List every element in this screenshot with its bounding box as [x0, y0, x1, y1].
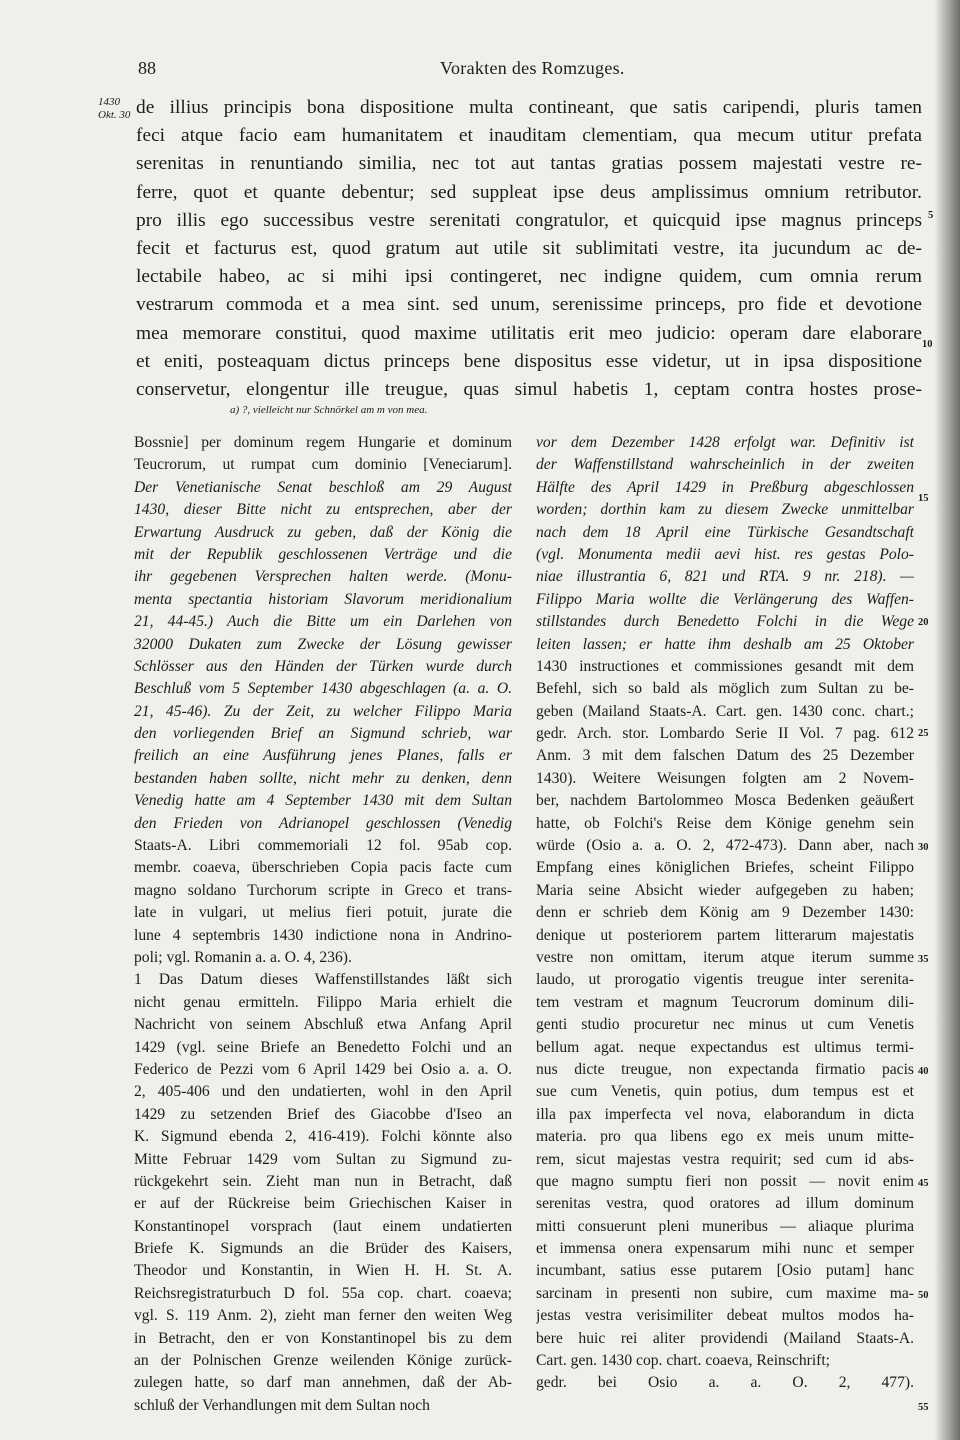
- footnote-line: geben (Mailand Staats-A. Cart. gen. 1430 conc. chart.;: [536, 702, 914, 720]
- footnote-column-left: [134, 432, 512, 1417]
- footnote-line: Nachricht von seinem Abschluß etwa Anfang April: [134, 1016, 512, 1034]
- text-line: fecit et facturus est, quod gratum aut utile sit sublimitati vestre, ita jucundum ac de-: [136, 237, 922, 259]
- footnote-line: Konstantinopel vorsprach (laut einem undatierten: [134, 1217, 512, 1235]
- footnote-line: vgl. S. 119 Anm. 2), zieht man ferner den weiten Weg: [134, 1307, 512, 1325]
- footnote-line: Beschluß vom 5 September 1430 abgeschlagen (a. a. O.: [134, 680, 512, 698]
- footnote-line: Empfang eines königlichen Briefes, scheint Filippo: [536, 859, 914, 877]
- footnote-line: nach dem 18 April eine Türkische Gesandtschaft: [536, 523, 914, 541]
- footnote-line: ihr gegebenen Versprechen halten werde. (Monu-: [134, 568, 512, 586]
- footnote-line: jestas vestra verisimiliter debeat multos modos ha-: [536, 1307, 914, 1325]
- footnote-line: bellum agat. neque expectandus est ultimus termi-: [536, 1038, 914, 1056]
- footnote-line: bere huic rei aliter providendi (Mailand Staats-A.: [536, 1329, 914, 1347]
- line-number: 50: [918, 1290, 929, 1301]
- running-title: Vorakten des Romzuges.: [440, 58, 625, 78]
- footnote-line: membr. coaeva, überschrieben Copia pacis facte cum: [134, 859, 512, 877]
- footnote-line: an der Polnischen Grenze weilenden Könige zurück-: [134, 1352, 512, 1370]
- footnote-line: Cart. gen. 1430 cop. chart. coaeva, Reinschrift;: [536, 1352, 831, 1370]
- date-day: Okt. 30: [98, 109, 131, 121]
- footnote-line: denn er schrieb dem König am 9 Dezember 1430:: [536, 904, 914, 922]
- footnote-line: sue cum Venetis, quin potius, dum tempus est et: [536, 1083, 914, 1101]
- footnote-line: materia. pro qua libens ego ex meis unum mitte-: [536, 1128, 914, 1146]
- footnote-line: K. Sigmund ebenda 2, 416-419). Folchi könnte also: [134, 1128, 512, 1146]
- footnote-line: ber, nachdem Bartolommeo Mosca Bedenken geäußert: [536, 792, 914, 810]
- footnote-line: 2, 405-406 und den undatierten, wohl in den April: [134, 1083, 512, 1101]
- footnote-line: freilich an eine Ausführung jenes Planes, falls er: [134, 747, 512, 765]
- footnote-line: 1 Das Datum dieses Waffenstillstandes läßt sich: [134, 971, 512, 989]
- footnote-line: Schlösser aus den Händen der Türken wurde durch: [134, 657, 512, 675]
- footnote-line: Teucrorum, ut rumpat cum dominio [Veneciarum].: [134, 456, 512, 474]
- footnote-line: vor dem Dezember 1428 erfolgt war. Definitiv ist: [536, 434, 914, 451]
- text-line: ferre, quot et quante debentur; sed suppleat ipse deus amplissimus omnium retributor.: [136, 181, 922, 203]
- footnote-line: late in vulgari, ut melius fieri potuit, jurate die: [134, 904, 512, 922]
- footnote-line: Maria seine Absicht wieder aufgegeben zu haben;: [536, 881, 914, 899]
- line-number: 35: [918, 954, 929, 965]
- footnote-line: Erwartung Ausdruck zu geben, daß der König die: [134, 523, 512, 541]
- footnote-line: gedr. bei Osio a. a. O. 2, 477).: [536, 1374, 914, 1392]
- line-number: 10: [922, 339, 933, 350]
- footnote-column-right: [536, 432, 914, 1395]
- footnote-line: serenitas vestra, quod oratores ad illum dominum: [536, 1195, 914, 1213]
- text-line: serenitas in renuntiando similia, nec tot aut tantas gratias possem majestati vestre re-: [136, 153, 922, 175]
- line-number: 25: [918, 728, 929, 739]
- line-number: 30: [918, 842, 929, 853]
- line-number: 20: [918, 617, 929, 628]
- text-line: et eniti, posteaquam dictus princeps bene dispositus esse videtur, ut in ipsa dispositione: [136, 350, 922, 372]
- text-line: de illius principis bona dispositione multa contineant, que satis caripendi, pluris tamen: [136, 97, 922, 118]
- margin-date-note: [98, 96, 134, 122]
- footnote-line: Theodor und Konstantin, in Wien H. H. St. A.: [134, 1262, 512, 1280]
- text-line: lectabile habeo, ac si mihi ipsi contingeret, nec indigne quidem, cum omnia rerum: [136, 266, 922, 288]
- line-number: 45: [918, 1178, 929, 1189]
- line-number: 5: [928, 210, 934, 221]
- critical-apparatus-note: a) ?, vielleicht nur Schnörkel am m von mea.: [230, 404, 428, 416]
- footnote-line: würde (Osio a. a. O. 2, 472-473). Dann aber, nach: [536, 837, 914, 855]
- footnote-line: 21, 44-45.) Auch die Bitte um ein Darlehen von: [134, 613, 512, 631]
- text-line: conservetur, elongentur ille treugue, quas simul habetis 1, ceptam contra hostes prose-: [136, 378, 922, 400]
- footnote-line: gedr. Arch. stor. Lombardo Serie II Vol. 7 pag. 612: [536, 725, 914, 743]
- text-line: mea memorare constitui, quod maxime utilitatis erit meo judicio: operam dare elaborare: [136, 322, 922, 344]
- line-number: 15: [918, 493, 929, 504]
- footnote-line: (vgl. Monumenta medii aevi hist. res gestas Polo-: [536, 545, 914, 563]
- footnote-line: in Betracht, den er von Konstantinopel bis zu dem: [134, 1329, 512, 1347]
- footnote-line: vestre non omittam, iterum atque iterum summe: [536, 948, 914, 966]
- footnote-line: niae illustrantia 6, 821 und RTA. 9 nr. 218). —: [536, 568, 914, 586]
- footnote-line: lune 4 septembris 1430 indictione nona in Andrino-: [134, 926, 512, 944]
- footnote-line: 32000 Dukaten zum Zwecke der Lösung gewisser: [134, 635, 512, 653]
- footnote-line: Der Venetianische Senat beschloß am 29 August: [134, 478, 512, 496]
- footnote-line: Anm. 3 mit dem falschen Datum des 25 Dezember: [536, 747, 914, 765]
- footnote-line: 1430, dieser Bitte nicht zu entsprechen, aber der: [134, 501, 512, 519]
- footnote-line: incumbant, satius esse putarem [Osio putam] hanc: [536, 1262, 914, 1280]
- footnote-line: Befehl, sich so bald als möglich zum Sultan zu be-: [536, 680, 914, 698]
- footnote-line: bestanden haben sollte, nicht mehr zu denken, denn: [134, 769, 512, 787]
- footnote-line: Briefe K. Sigmunds an die Brüder des Kaisers,: [134, 1240, 512, 1258]
- footnote-line: que magno sumptu fieri non possit — novit enim: [536, 1172, 914, 1190]
- line-number: 55: [918, 1402, 929, 1413]
- footnote-line: schluß der Verhandlungen mit dem Sultan noch: [134, 1396, 430, 1414]
- footnote-line: et immensa onera expensarum mihi nunc et semper: [536, 1240, 914, 1258]
- footnote-line: hatte, ob Folchi's Reise dem Könige genehm sein: [536, 814, 914, 832]
- footnote-line: Mitte Februar 1429 vom Sultan zu Sigmund zu-: [134, 1150, 512, 1168]
- text-line: vestrarum commoda et a mea sint. sed unum, serenissime princeps, pro fide et devotione: [136, 294, 922, 316]
- footnote-line: 1430). Weitere Weisungen folgten am 2 Novem-: [536, 769, 914, 787]
- footnote-line: illa pax imperfecta vel nova, elaborandum in dicta: [536, 1105, 914, 1123]
- footnote-line: sarcinam in presenti non subire, cum maxime ma-: [536, 1284, 914, 1302]
- page-number: 88: [138, 58, 156, 78]
- footnote-line: Staats-A. Libri commemoriali 12 fol. 95ab cop.: [134, 837, 512, 855]
- footnote-line: Federico de Pezzi vom 6 April 1429 bei Osio a. a. O.: [134, 1060, 512, 1078]
- footnote-line: den Frieden von Adrianopel geschlossen (Venedig: [134, 814, 512, 832]
- footnote-line: Reichsregistraturbuch D fol. 55a cop. chart. coaeva;: [134, 1284, 512, 1302]
- footnote-line: 21, 45-46). Zu der Zeit, zu welcher Filippo Maria: [134, 702, 512, 720]
- footnote-line: nus dicte treugue, non expectanda firmatio pacis: [536, 1060, 914, 1078]
- footnote-line: den vorliegenden Brief an Sigmund schrieb, war: [134, 725, 512, 743]
- footnote-line: Hälfte des April 1429 in Preßburg abgeschlossen: [536, 478, 914, 496]
- footnote-line: denique ut posteriorem partem litterarum majestatis: [536, 926, 914, 944]
- footnote-line: zulegen hatte, so darf man annehmen, daß der Ab-: [134, 1374, 512, 1392]
- footnote-line: mitti consuerunt pleni muneribus — aliaque plurima: [536, 1217, 914, 1235]
- footnote-line: 1429 (vgl. seine Briefe an Benedetto Folchi und an: [134, 1038, 512, 1056]
- line-number: 40: [918, 1066, 929, 1077]
- footnote-line: magno soldano Turchorum scripte in Greco et trans-: [134, 881, 512, 899]
- footnote-line: er auf der Rückreise beim Griechischen Kaiser in: [134, 1195, 512, 1213]
- footnote-line: poli; vgl. Romanin a. a. O. 4, 236).: [134, 948, 352, 966]
- footnote-line: 1429 zu setzenden Brief des Giacobbe d'Iseo an: [134, 1105, 512, 1123]
- footnote-line: rem, sicut majestas vestra requirit; sed cum id abs-: [536, 1150, 914, 1168]
- footnote-line: Bossnie] per dominum regem Hungarie et dominum: [134, 434, 512, 451]
- text-line: feci atque facio eam humanitatem et inauditam clementiam, qua mecum utitur prefata: [136, 125, 922, 147]
- footnote-line: nicht genau ermitteln. Filippo Maria erhielt die: [134, 993, 512, 1011]
- date-year: 1430: [98, 96, 120, 108]
- footnote-line: genti studio procuretur nec minus ut cum Venetis: [536, 1016, 914, 1034]
- footnote-line: leiten lassen; er hatte ihm deshalb am 25 Oktober: [536, 635, 914, 653]
- main-text-block: [136, 94, 922, 404]
- footnote-line: tem vestram et magnum Teucrorum dominum dili-: [536, 993, 914, 1011]
- footnote-line: Filippo Maria wollte die Verlängerung des Waffen-: [536, 590, 914, 608]
- footnote-line: der Waffenstillstand wahrscheinlich in der zweiten: [536, 456, 914, 474]
- text-line: pro illis ego successibus vestre serenitati congratulor, et quicquid ipse magnus princeps: [136, 209, 922, 231]
- footnote-line: 1430 instructiones et commissiones gesandt mit dem: [536, 657, 914, 675]
- footnote-line: worden; dorthin kam zu diesem Zwecke unmittelbar: [536, 501, 914, 519]
- footnote-line: laudo, ut prorogatio vigentis treugue inter serenita-: [536, 971, 914, 989]
- footnote-line: mit der Republik geschlossenen Verträge und die: [134, 545, 512, 563]
- footnote-line: rückgekehrt sein. Zieht man nun in Betracht, daß: [134, 1172, 512, 1190]
- footnote-line: Venedig hatte am 4 September 1430 mit dem Sultan: [134, 792, 512, 810]
- footnote-line: stillstandes durch Benedetto Folchi in die Wege: [536, 613, 914, 631]
- page-edge-shadow: [934, 0, 960, 1440]
- page-header: [0, 58, 960, 88]
- footnote-line: menta spectantia historiam Slavorum meridionalium: [134, 590, 512, 608]
